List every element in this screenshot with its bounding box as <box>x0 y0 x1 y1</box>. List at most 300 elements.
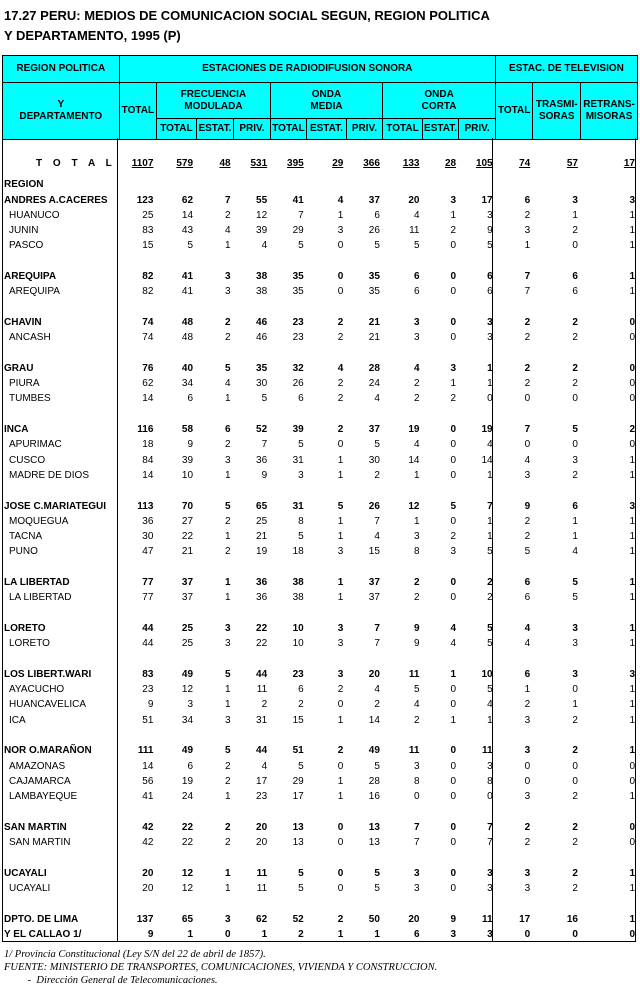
cell-value-text: 18 <box>292 546 304 558</box>
cell-value <box>196 697 234 712</box>
cell-value <box>156 453 196 468</box>
cell-value-text: 41 <box>292 194 304 206</box>
cell-value-text: 1 <box>337 469 344 481</box>
cell-value-text: 2 <box>413 577 420 589</box>
cell-value <box>496 330 534 345</box>
cell-value-text: 3 <box>572 194 578 206</box>
cell-value <box>234 223 271 238</box>
cell-value <box>307 468 347 483</box>
cell-value <box>423 927 460 942</box>
cell-value-text: 57 <box>566 158 578 169</box>
cell-value <box>383 927 423 942</box>
cell-value <box>119 391 157 406</box>
cell-value-text: 4 <box>374 531 380 543</box>
cell-value-text: 0 <box>225 928 231 940</box>
cell-value-text: 35 <box>368 271 380 283</box>
cell-value-text: 43 <box>181 225 194 237</box>
cell-value-text: 11 <box>256 867 268 879</box>
cell-value-text: 4 <box>413 439 420 451</box>
cell-value-text: 1 <box>261 928 268 940</box>
cell-value-text: 0 <box>337 837 344 849</box>
cell-value-text: 5 <box>413 240 420 252</box>
cell-value <box>383 667 423 682</box>
cell-value <box>119 376 157 391</box>
cell-value <box>196 376 234 391</box>
cell-value-text: 6 <box>524 194 531 206</box>
cell-value-text: 9 <box>413 622 420 634</box>
department-row <box>2 453 638 468</box>
cell-value <box>383 789 423 804</box>
region-row <box>2 820 638 835</box>
cell-value-text: 49 <box>368 745 380 757</box>
cell-value <box>270 621 307 636</box>
cell-value <box>196 682 234 697</box>
cell-value <box>119 835 157 850</box>
cell-value-text: 1 <box>487 531 493 543</box>
cell-value-text: 2 <box>524 209 531 221</box>
cell-value <box>533 667 581 682</box>
cell-value-text: 0 <box>629 775 635 787</box>
cell-value <box>533 835 581 850</box>
cell-value-text: 6 <box>225 424 231 436</box>
cell-value <box>496 697 534 712</box>
cell-value <box>156 621 196 636</box>
cell-value <box>383 330 423 345</box>
cell-value-text: 3 <box>413 316 420 328</box>
cell-value-text: 23 <box>292 668 304 680</box>
cell-value-text: 8 <box>413 775 420 787</box>
cell-value <box>346 330 383 345</box>
cell-value <box>533 223 581 238</box>
cell-value <box>496 468 534 483</box>
cell-value-text: 1 <box>337 577 344 589</box>
row-label: LORETO <box>4 622 46 634</box>
cell-value-text: 46 <box>256 316 268 328</box>
cell-value-text: 5 <box>225 745 231 757</box>
cell-value-text: 2 <box>337 424 344 436</box>
cell-value <box>234 697 271 712</box>
cell-value-text: 0 <box>450 760 457 772</box>
cell-value-text: 3 <box>298 469 304 481</box>
cell-value <box>459 361 496 376</box>
cell-value <box>156 636 196 651</box>
row-label: HUANCAVELICA <box>9 699 87 711</box>
cell-value <box>581 713 638 728</box>
cell-value <box>496 667 534 682</box>
cell-value <box>581 774 638 789</box>
row-label: CAJAMARCA <box>9 775 71 787</box>
cell-value <box>533 759 581 774</box>
cell-value-text: 2 <box>450 225 457 237</box>
cell-value <box>459 835 496 850</box>
cell-value <box>156 774 196 789</box>
cell-value-text: 0 <box>487 791 493 803</box>
cell-value-text: 58 <box>181 424 194 436</box>
cell-value-text: 4 <box>225 378 231 390</box>
cell-value-text: 13 <box>292 837 304 849</box>
cell-value-text: 1 <box>524 684 531 696</box>
cell-value <box>234 682 271 697</box>
source-note: FUENTE: MINISTERIO DE TRANSPORTES, COMUNICACIONES, VIVIENDA Y CONSTRUCCION. <box>4 962 438 973</box>
row-label: LORETO <box>9 638 50 650</box>
row-label: PIURA <box>9 378 40 390</box>
cell-value <box>459 529 496 544</box>
cell-value-text: 51 <box>142 714 154 726</box>
cell-value <box>423 529 460 544</box>
cell-value <box>196 927 234 942</box>
cell-value-text: 2 <box>337 332 344 344</box>
cell-value <box>270 544 307 559</box>
cell-value <box>234 208 271 223</box>
row-label: UCAYALI <box>9 882 51 894</box>
cell-value <box>423 376 460 391</box>
cell-value <box>270 499 307 514</box>
cell-value <box>459 881 496 896</box>
cell-value <box>119 453 157 468</box>
cell-value-text: 0 <box>572 684 578 696</box>
cell-value <box>156 866 196 881</box>
cell-value <box>346 590 383 605</box>
cell-value-text: 1107 <box>131 158 154 169</box>
cell-value-text: 3 <box>487 316 493 328</box>
cell-value <box>234 575 271 590</box>
cell-value-text: 5 <box>524 546 531 558</box>
cell-value <box>307 499 347 514</box>
cell-value-text: 19 <box>181 775 194 787</box>
cell-value <box>270 315 307 330</box>
cell-value-text: 6 <box>572 500 578 512</box>
cell-value <box>346 636 383 651</box>
cell-value-text: 22 <box>256 638 268 650</box>
cell-value-text: 30 <box>142 531 154 543</box>
cell-value <box>307 208 347 223</box>
cell-value-text: 15 <box>142 240 154 252</box>
row-label: LAMBAYEQUE <box>9 791 78 803</box>
cell-value <box>581 789 638 804</box>
cell-value <box>119 156 157 171</box>
cell-value <box>496 621 534 636</box>
cell-value <box>119 774 157 789</box>
cell-value-text: 5 <box>374 760 380 772</box>
department-row <box>2 590 638 605</box>
cell-value <box>533 376 581 391</box>
cell-value <box>496 544 534 559</box>
cell-value <box>234 330 271 345</box>
cell-value-text: 76 <box>142 362 154 374</box>
cell-value-text: 0 <box>450 316 457 328</box>
cell-value <box>270 682 307 697</box>
cell-value-text: 5 <box>298 439 304 451</box>
cell-value-text: 1 <box>629 684 635 696</box>
cell-value <box>346 315 383 330</box>
cell-value <box>346 927 383 942</box>
cell-value <box>156 682 196 697</box>
cell-value <box>196 330 234 345</box>
cell-value-text: 2 <box>298 699 304 711</box>
cell-value-text: 74 <box>142 316 154 328</box>
cell-value-text: 2 <box>524 531 531 543</box>
cell-value-text: 0 <box>572 775 578 787</box>
cell-value <box>346 575 383 590</box>
cell-value-text: 5 <box>374 867 380 879</box>
cell-value-text: 30 <box>256 378 268 390</box>
cell-value-text: 30 <box>368 454 380 466</box>
cell-value-text: 1 <box>225 531 231 543</box>
cell-value <box>581 621 638 636</box>
cell-value <box>234 437 271 452</box>
cell-value-text: 2 <box>298 928 304 940</box>
cell-value-text: 41 <box>142 791 154 803</box>
cell-value <box>533 774 581 789</box>
cell-value-text: 3 <box>450 362 457 374</box>
cell-value-text: 0 <box>450 332 457 344</box>
cell-value-text: 62 <box>256 913 268 925</box>
cell-value-text: 37 <box>368 424 380 436</box>
cell-value <box>581 514 638 529</box>
cell-value <box>234 774 271 789</box>
cell-value-text: 0 <box>572 928 578 940</box>
cell-value <box>346 682 383 697</box>
cell-value-text: 22 <box>181 837 194 849</box>
header-y-departamento: Y DEPARTAMENTO <box>3 83 120 140</box>
cell-value <box>234 514 271 529</box>
cell-value <box>156 697 196 712</box>
cell-value-text: 1 <box>629 454 635 466</box>
cell-value-text: 123 <box>136 194 154 206</box>
cell-value-text: 2 <box>524 362 531 374</box>
cell-value <box>496 682 534 697</box>
cell-value-text: 9 <box>147 928 154 940</box>
cell-value <box>581 376 638 391</box>
header-tv: ESTAC. DE TELEVISION <box>495 56 637 83</box>
cell-value-text: 20 <box>408 913 420 925</box>
cell-value <box>234 621 271 636</box>
cell-value <box>423 575 460 590</box>
cell-value <box>119 866 157 881</box>
cell-value-text: 29 <box>332 158 344 169</box>
cell-value <box>496 269 534 284</box>
cell-value-text: 2 <box>629 424 635 436</box>
cell-value <box>496 866 534 881</box>
cell-value <box>270 636 307 651</box>
cell-value <box>234 743 271 758</box>
cell-value <box>459 636 496 651</box>
cell-value <box>496 453 534 468</box>
department-row <box>2 682 638 697</box>
cell-value <box>533 422 581 437</box>
cell-value-text: 10 <box>292 622 304 634</box>
cell-value-text: 0 <box>450 821 457 833</box>
cell-value <box>533 361 581 376</box>
cell-value <box>496 590 534 605</box>
region-row <box>2 269 638 284</box>
cell-value-text: 3 <box>450 928 457 940</box>
cell-value <box>581 667 638 682</box>
cell-value <box>383 835 423 850</box>
cell-value <box>346 529 383 544</box>
cell-value <box>196 590 234 605</box>
cell-value <box>383 437 423 452</box>
cell-value-text: 2 <box>225 209 231 221</box>
cell-value <box>496 514 534 529</box>
cell-value-text: 12 <box>181 684 194 696</box>
cell-value-text: 0 <box>629 393 635 405</box>
cell-value <box>307 284 347 299</box>
cell-value-text: 2 <box>572 821 578 833</box>
cell-value <box>459 499 496 514</box>
cell-value <box>496 743 534 758</box>
cell-value <box>346 544 383 559</box>
cell-value <box>423 330 460 345</box>
cell-value <box>383 453 423 468</box>
cell-value <box>383 820 423 835</box>
cell-value-text: 0 <box>450 592 457 604</box>
cell-value <box>459 544 496 559</box>
cell-value <box>196 468 234 483</box>
spacer-row <box>2 560 638 575</box>
cell-value-text: 0 <box>629 760 635 772</box>
cell-value <box>234 789 271 804</box>
cell-value <box>270 269 307 284</box>
region-row <box>2 912 638 927</box>
cell-value-text: 0 <box>450 791 457 803</box>
cell-value <box>307 682 347 697</box>
cell-value-text: 17 <box>256 775 268 787</box>
cell-value-text: 2 <box>487 592 493 604</box>
cell-value-text: 7 <box>487 837 493 849</box>
cell-value-text: 15 <box>368 546 380 558</box>
cell-value <box>119 223 157 238</box>
cell-value <box>346 774 383 789</box>
cell-value-text: 1 <box>225 592 231 604</box>
cell-value-text: 3 <box>524 791 531 803</box>
cell-value-text: 579 <box>176 158 194 169</box>
department-row <box>2 223 638 238</box>
cell-value <box>383 682 423 697</box>
cell-value-text: 14 <box>181 209 194 221</box>
region-row <box>2 422 638 437</box>
cell-value-text: 2 <box>572 316 578 328</box>
cell-value-text: 2 <box>225 760 231 772</box>
cell-value-text: 3 <box>524 882 531 894</box>
cell-value-text: 23 <box>256 791 268 803</box>
cell-value <box>119 330 157 345</box>
cell-value-text: 3 <box>487 867 493 879</box>
cell-value-text: 37 <box>181 592 194 604</box>
cell-value <box>581 193 638 208</box>
cell-value <box>581 529 638 544</box>
cell-value <box>383 208 423 223</box>
cell-value-text: 14 <box>481 454 493 466</box>
header-sub: ESTAT. <box>307 119 347 140</box>
cell-value-text: 0 <box>450 867 457 879</box>
cell-value-text: 1 <box>337 592 344 604</box>
cell-value-text: 1 <box>225 867 231 879</box>
cell-value <box>196 667 234 682</box>
cell-value <box>496 437 534 452</box>
cell-value <box>383 590 423 605</box>
department-row <box>2 759 638 774</box>
cell-value <box>270 835 307 850</box>
row-label: PUNO <box>9 546 38 558</box>
cell-value <box>119 667 157 682</box>
cell-value <box>496 376 534 391</box>
cell-value <box>119 912 157 927</box>
cell-value-text: 11 <box>482 745 493 757</box>
cell-value-text: 1 <box>337 775 344 787</box>
cell-value-text: 2 <box>337 316 344 328</box>
cell-value-text: 8 <box>413 546 420 558</box>
cell-value-text: 11 <box>408 745 420 757</box>
cell-value-text: 39 <box>292 424 304 436</box>
cell-value-text: 20 <box>142 882 154 894</box>
cell-value-text: 2 <box>413 714 420 726</box>
cell-value-text: 1 <box>572 531 578 543</box>
department-row <box>2 544 638 559</box>
cell-value-text: 5 <box>187 240 194 252</box>
cell-value-text: 6 <box>413 286 420 298</box>
cell-value-text: 9 <box>261 469 268 481</box>
cell-value <box>533 590 581 605</box>
cell-value-text: 14 <box>408 454 420 466</box>
cell-value-text: 3 <box>450 194 457 206</box>
cell-value-text: 8 <box>487 775 493 787</box>
cell-value <box>383 544 423 559</box>
cell-value <box>459 789 496 804</box>
cell-value-text: 2 <box>572 714 578 726</box>
cell-value <box>496 881 534 896</box>
cell-value-text: 5 <box>374 240 380 252</box>
title-line-2: Y DEPARTAMENTO, 1995 (P) <box>4 28 181 43</box>
cell-value <box>423 697 460 712</box>
cell-value <box>346 713 383 728</box>
cell-value-text: 3 <box>629 194 635 206</box>
cell-value-text: 4 <box>572 546 578 558</box>
cell-value <box>156 499 196 514</box>
cell-value-text: 34 <box>181 378 194 390</box>
cell-value <box>346 881 383 896</box>
cell-value-text: 0 <box>629 821 635 833</box>
cell-value <box>270 667 307 682</box>
cell-value-text: 37 <box>368 577 380 589</box>
cell-value-text: 1 <box>337 531 344 543</box>
cell-value <box>307 590 347 605</box>
cell-value-text: 52 <box>256 424 268 436</box>
cell-value-text: 3 <box>225 454 231 466</box>
cell-value <box>234 667 271 682</box>
cell-value-text: 1 <box>629 699 635 711</box>
cell-value <box>423 514 460 529</box>
cell-value <box>196 575 234 590</box>
cell-value-text: 3 <box>572 668 578 680</box>
cell-value-text: 24 <box>368 378 380 390</box>
cell-value-text: 2 <box>225 439 231 451</box>
cell-value-text: 36 <box>142 515 154 527</box>
cell-value-text: 5 <box>337 500 344 512</box>
cell-value-text: 2 <box>225 837 231 849</box>
cell-value <box>119 361 157 376</box>
cell-value <box>307 315 347 330</box>
cell-value-text: 2 <box>572 867 578 879</box>
department-row <box>2 208 638 223</box>
region-row <box>2 621 638 636</box>
cell-value <box>581 835 638 850</box>
row-label: CUSCO <box>9 454 46 466</box>
cell-value <box>383 743 423 758</box>
cell-value <box>581 881 638 896</box>
cell-value-text: 2 <box>487 577 493 589</box>
cell-value-text: 1 <box>337 928 344 940</box>
